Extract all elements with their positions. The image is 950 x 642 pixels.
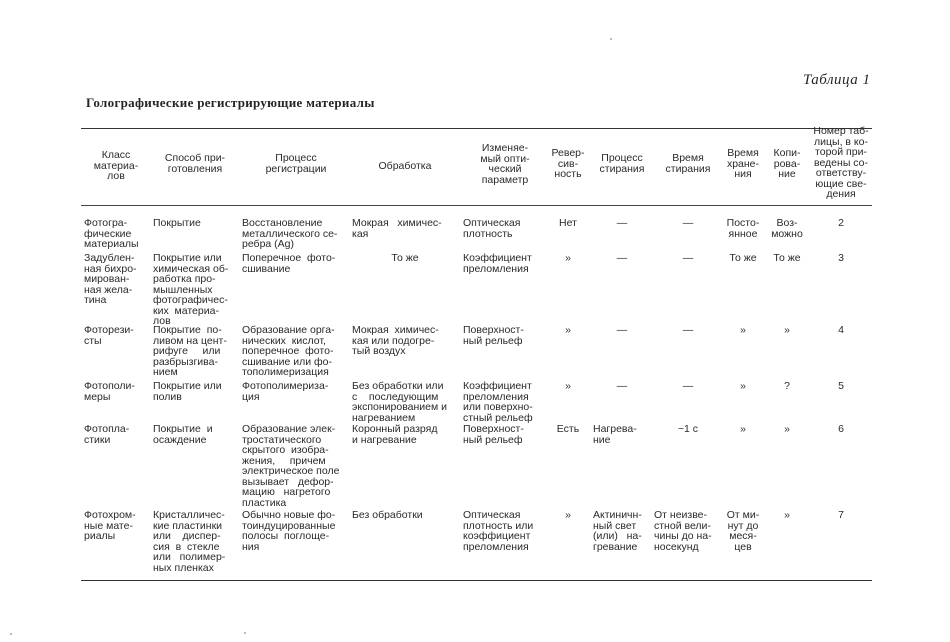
table-cell: Покрытие или химическая об- работка про- мышленных фотографичес- ких материа- лов (153, 252, 229, 327)
table-cell: ~1 с (677, 423, 699, 435)
scan-speck (244, 632, 246, 634)
table-cell: » (784, 324, 790, 336)
column-header: Изменяе- мый опти- ческий параметр (480, 142, 530, 186)
scan-speck (610, 38, 612, 40)
table-cell: Есть (556, 423, 580, 435)
table-cell: Образование элек- тростатического скрытого изобра- жения, причем электрическое поле вызывает дефор- мацию нагретого пластика (242, 423, 340, 509)
table-cell: То же (729, 252, 757, 264)
table-cell: » (740, 380, 746, 392)
table-cell: » (784, 509, 790, 521)
table-cell: » (740, 423, 746, 435)
table-cell: Коэффициент преломления или поверхно- стный рельеф (463, 380, 533, 424)
table-cell: Образование орга- нических кислот, поперечное фото- сшивание или фо- тополимеризация (242, 324, 335, 378)
table-caption: Таблица 1 (803, 72, 871, 88)
column-header: Способ при- готовления (164, 152, 226, 175)
table-cell: Кристалличес- кие пластинки или диспер- сия в стекле или полимер- ных пленках (153, 509, 226, 574)
table-cell: 7 (838, 509, 844, 521)
table-cell: Оптическая плотность или коэффициент преломления (463, 509, 534, 553)
table-cell: Поверхност- ный рельеф (463, 423, 524, 446)
header-rule (81, 205, 872, 206)
table-cell: ? (784, 380, 790, 392)
table-cell: Оптическая плотность (463, 217, 521, 240)
table-cell: Обычно новые фо- тоиндуцированные полосы поглоще- ния (242, 509, 336, 553)
column-header: Номер таб- лицы, в ко- торой при- ведены со- ответству- ющие све- дения (813, 125, 869, 200)
table-cell: 5 (838, 380, 844, 392)
table-cell: — (682, 217, 694, 229)
column-header: Класс материа- лов (93, 149, 139, 182)
table-cell: — (682, 252, 694, 264)
table-cell: Покрытие по- ливом на цент- рифуге или разбрызгива- нием (153, 324, 227, 378)
table-cell: — (682, 380, 694, 392)
table-row-label: Фоторези- сты (84, 324, 134, 347)
column-header: Ревер- сив- ность (551, 147, 585, 180)
table-cell: От неизве- стной вели- чины до на- носекунд (654, 509, 712, 553)
table-title: Голографические регистрирующие материалы (86, 95, 375, 110)
table-cell: — (616, 380, 628, 392)
column-header: Копи- рова- ние (773, 147, 801, 180)
table-cell: Нет (559, 217, 577, 229)
table-cell: 2 (838, 217, 844, 229)
table-cell: — (682, 324, 694, 336)
table-cell: Мокрая химичес- кая (352, 217, 442, 240)
table-cell: 4 (838, 324, 844, 336)
table-cell: Мокрая химичес- кая или подогре- тый воздух (352, 324, 439, 357)
table-cell: То же (773, 252, 801, 264)
table-cell: — (616, 324, 628, 336)
table-cell: 6 (838, 423, 844, 435)
table-cell: От ми- нут до меся- цев (726, 509, 760, 553)
column-header: Обработка (378, 160, 432, 172)
table-cell: Фотополимериза- ция (242, 380, 329, 403)
table-cell: Покрытие или полив (153, 380, 222, 403)
table-cell: 3 (838, 252, 844, 264)
table-cell: » (740, 324, 746, 336)
table-row-label: Фотопла- стики (84, 423, 130, 446)
table-row-label: Фотогра- фические материалы (84, 217, 139, 250)
scan-speck (10, 633, 12, 635)
table-cell: Восстановление металлического се- ребра (Ag) (242, 217, 338, 250)
table-cell: » (565, 380, 571, 392)
table-cell: Воз- можно (771, 217, 803, 240)
top-rule (81, 128, 872, 129)
table-cell: » (784, 423, 790, 435)
table-row-label: Фотохром- ные мате- риалы (84, 509, 136, 542)
table-cell: Покрытие (153, 217, 201, 229)
table-cell: Нагрева- ние (593, 423, 637, 446)
column-header: Время хране- ния (726, 147, 760, 180)
table-cell: Актиничн- ный свет (или) на- гревание (593, 509, 642, 553)
column-header: Процесс регистрации (265, 152, 327, 175)
table-cell: » (565, 252, 571, 264)
column-header: Время стирания (665, 152, 711, 175)
table-cell: Поперечное фото- сшивание (242, 252, 336, 275)
bottom-rule (81, 580, 872, 581)
table-cell: Поверхност- ный рельеф (463, 324, 524, 347)
table-cell: Без обработки или с последующим экспонированием и нагреванием (352, 380, 447, 424)
table-cell: — (616, 252, 628, 264)
table-cell: То же (391, 252, 419, 264)
table-cell: Без обработки (352, 509, 423, 521)
table-cell: Посто- янное (726, 217, 760, 240)
table-cell: » (565, 324, 571, 336)
table-cell: » (565, 509, 571, 521)
table-cell: Коэффициент преломления (463, 252, 532, 275)
table-cell: — (616, 217, 628, 229)
table-cell: Покрытие и осаждение (153, 423, 213, 446)
table-row-label: Задублен- ная бихро- мирован- ная жела- тина (84, 252, 137, 306)
table-cell: Коронный разряд и нагревание (352, 423, 438, 446)
column-header: Процесс стирания (599, 152, 645, 175)
table-row-label: Фотополи- меры (84, 380, 135, 403)
